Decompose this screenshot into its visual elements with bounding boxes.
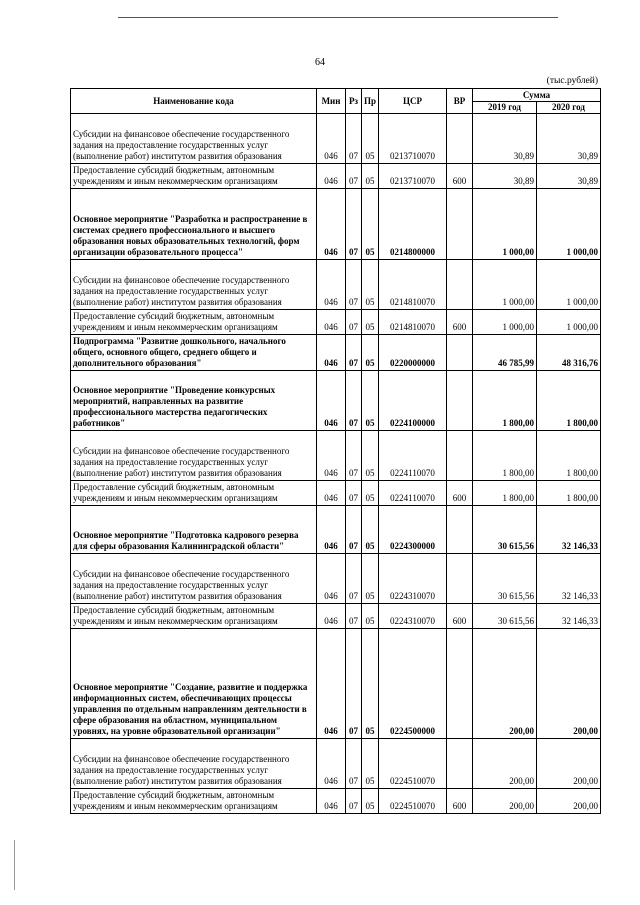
cell-rz: 07 [346,189,362,260]
cell-name: Субсидии на финансовое обеспечение государственного задания на предоставление государственных услуг (выполнение работ) институтом развития образования [71,431,317,481]
col-header-pr: Пр [362,89,379,114]
cell-v2019: 200,00 [473,789,537,814]
cell-v2019: 1 800,00 [473,371,537,431]
cell-min: 046 [317,481,346,506]
cell-rz: 07 [346,629,362,739]
cell-v2020: 1 000,00 [537,260,601,310]
cell-vr [447,506,473,554]
cell-rz: 07 [346,506,362,554]
cell-name: Предоставление субсидий бюджетным, автономным учреждениям и иным некоммерческим организациям [71,481,317,506]
cell-csr: 0224310070 [379,604,447,629]
budget-table [70,88,601,814]
cell-name: Предоставление субсидий бюджетным, автономным учреждениям и иным некоммерческим организациям [71,310,317,335]
cell-csr: 0213710070 [379,164,447,189]
cell-pr: 05 [362,554,379,604]
cell-pr: 05 [362,260,379,310]
units-label: (тыс.рублей) [546,76,598,86]
cell-rz: 07 [346,739,362,789]
table-row [71,431,601,481]
table-row [71,260,601,310]
cell-min: 046 [317,260,346,310]
cell-v2020: 30,89 [537,164,601,189]
cell-vr [447,335,473,371]
cell-vr [447,260,473,310]
cell-vr: 600 [447,604,473,629]
cell-pr: 05 [362,789,379,814]
cell-name: Субсидии на финансовое обеспечение государственного задания на предоставление государственных услуг (выполнение работ) институтом развития образования [71,260,317,310]
cell-pr: 05 [362,114,379,164]
cell-name: Основное мероприятие "Создание, развитие и поддержка информационных систем, обеспечивающих процессы управления по отдельным направлениям деятельности в сфере образования на областном, муниципальном уровнях, на уровне образовательной организации" [71,629,317,739]
page-number: 64 [315,57,325,68]
cell-pr: 05 [362,506,379,554]
cell-rz: 07 [346,431,362,481]
cell-name: Субсидии на финансовое обеспечение государственного задания на предоставление государственных услуг (выполнение работ) институтом развития образования [71,739,317,789]
col-header-vr: ВР [447,89,473,114]
cell-vr [447,114,473,164]
cell-min: 046 [317,554,346,604]
cell-name: Основное мероприятие "Подготовка кадрового резерва для сферы образования Калининградской области" [71,506,317,554]
cell-min: 046 [317,189,346,260]
cell-min: 046 [317,431,346,481]
cell-v2020: 1 000,00 [537,310,601,335]
cell-rz: 07 [346,114,362,164]
cell-csr: 0214800000 [379,189,447,260]
cell-v2020: 1 800,00 [537,371,601,431]
cell-v2020: 1 000,00 [537,189,601,260]
cell-v2019: 30 615,56 [473,506,537,554]
cell-pr: 05 [362,371,379,431]
cell-v2020: 32 146,33 [537,554,601,604]
cell-v2019: 1 800,00 [473,431,537,481]
table-body [71,114,601,814]
cell-min: 046 [317,604,346,629]
table-row [71,789,601,814]
table-row [71,189,601,260]
cell-pr: 05 [362,335,379,371]
cell-pr: 05 [362,629,379,739]
cell-v2020: 1 800,00 [537,431,601,481]
cell-vr: 600 [447,310,473,335]
cell-pr: 05 [362,431,379,481]
cell-v2020: 30,89 [537,114,601,164]
cell-csr: 0220000000 [379,335,447,371]
cell-csr: 0224510070 [379,789,447,814]
cell-vr [447,554,473,604]
table-row [71,114,601,164]
cell-vr: 600 [447,164,473,189]
cell-min: 046 [317,371,346,431]
cell-v2019: 1 000,00 [473,189,537,260]
col-header-rz: Рз [346,89,362,114]
col-header-name: Наименование кода [71,89,317,114]
cell-pr: 05 [362,164,379,189]
cell-rz: 07 [346,335,362,371]
cell-vr [447,629,473,739]
table-row [71,739,601,789]
cell-csr: 0224310070 [379,554,447,604]
cell-v2020: 48 316,76 [537,335,601,371]
cell-name: Предоставление субсидий бюджетным, автономным учреждениям и иным некоммерческим организациям [71,789,317,814]
cell-csr: 0224500000 [379,629,447,739]
cell-min: 046 [317,789,346,814]
table-row [71,310,601,335]
table-row [71,506,601,554]
cell-name: Субсидии на финансовое обеспечение государственного задания на предоставление государственных услуг (выполнение работ) институтом развития образования [71,114,317,164]
table-row [71,481,601,506]
table-row [71,629,601,739]
cell-min: 046 [317,114,346,164]
cell-pr: 05 [362,604,379,629]
cell-v2019: 1 000,00 [473,260,537,310]
cell-min: 046 [317,164,346,189]
cell-rz: 07 [346,604,362,629]
cell-rz: 07 [346,260,362,310]
cell-pr: 05 [362,739,379,789]
cell-pr: 05 [362,481,379,506]
cell-csr: 0214810070 [379,260,447,310]
col-header-min: Мин [317,89,346,114]
cell-rz: 07 [346,371,362,431]
cell-v2019: 200,00 [473,629,537,739]
col-header-csr: ЦСР [379,89,447,114]
cell-vr [447,739,473,789]
cell-v2020: 1 800,00 [537,481,601,506]
cell-v2019: 1 000,00 [473,310,537,335]
cell-csr: 0224100000 [379,371,447,431]
cell-v2019: 200,00 [473,739,537,789]
margin-mark [14,840,15,890]
cell-min: 046 [317,335,346,371]
cell-rz: 07 [346,481,362,506]
table-row [71,164,601,189]
cell-v2019: 1 800,00 [473,481,537,506]
cell-name: Субсидии на финансовое обеспечение государственного задания на предоставление государственных услуг (выполнение работ) институтом развития образования [71,554,317,604]
cell-v2019: 30 615,56 [473,604,537,629]
cell-v2020: 32 146,33 [537,506,601,554]
cell-rz: 07 [346,789,362,814]
cell-v2019: 30,89 [473,114,537,164]
cell-v2020: 200,00 [537,629,601,739]
cell-name: Предоставление субсидий бюджетным, автономным учреждениям и иным некоммерческим организациям [71,164,317,189]
col-header-sum: Сумма [473,89,601,102]
cell-rz: 07 [346,554,362,604]
top-rule [118,17,558,18]
cell-vr [447,431,473,481]
cell-v2020: 200,00 [537,739,601,789]
cell-min: 046 [317,739,346,789]
cell-name: Подпрограмма "Развитие дошкольного, начального общего, основного общего, среднего общего и дополнительного образования" [71,335,317,371]
table-row [71,604,601,629]
cell-csr: 0224300000 [379,506,447,554]
col-header-2020: 2020 год [537,102,601,114]
cell-csr: 0224510070 [379,739,447,789]
cell-csr: 0224110070 [379,431,447,481]
cell-rz: 07 [346,164,362,189]
table-row [71,554,601,604]
cell-v2020: 32 146,33 [537,604,601,629]
cell-pr: 05 [362,310,379,335]
cell-csr: 0224110070 [379,481,447,506]
col-header-2019: 2019 год [473,102,537,114]
cell-v2020: 200,00 [537,789,601,814]
cell-name: Предоставление субсидий бюджетным, автономным учреждениям и иным некоммерческим организациям [71,604,317,629]
cell-vr: 600 [447,481,473,506]
cell-min: 046 [317,506,346,554]
cell-vr [447,371,473,431]
cell-v2019: 30,89 [473,164,537,189]
cell-csr: 0213710070 [379,114,447,164]
cell-rz: 07 [346,310,362,335]
cell-name: Основное мероприятие "Разработка и распространение в системах среднего профессионального и высшего образования новых образовательных технологий, форм организации образовательного процесса" [71,189,317,260]
cell-pr: 05 [362,189,379,260]
cell-csr: 0214810070 [379,310,447,335]
table-row [71,335,601,371]
cell-name: Основное мероприятие "Проведение конкурсных мероприятий, направленных на развитие профессионального мастерства педагогических работников" [71,371,317,431]
cell-v2019: 30 615,56 [473,554,537,604]
cell-v2019: 46 785,99 [473,335,537,371]
table-row [71,371,601,431]
cell-min: 046 [317,310,346,335]
cell-vr [447,189,473,260]
cell-vr: 600 [447,789,473,814]
cell-min: 046 [317,629,346,739]
